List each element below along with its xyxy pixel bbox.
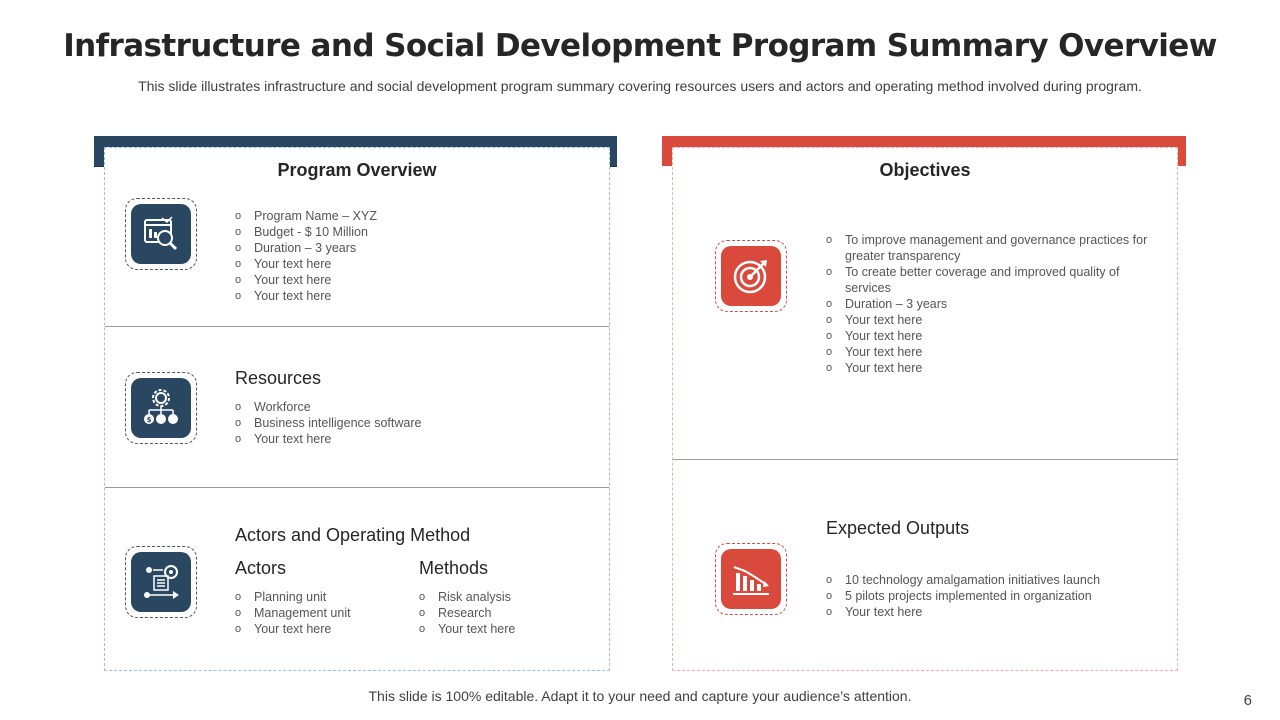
list-item: o Duration – 3 years <box>235 240 575 256</box>
analytics-magnifier-icon <box>131 204 191 264</box>
objectives-icon-frame <box>715 240 787 312</box>
declining-bar-chart-icon <box>721 549 781 609</box>
objectives-list <box>826 232 1151 376</box>
expected-outputs-list <box>826 572 1151 620</box>
right-divider <box>673 459 1177 460</box>
actors-icon-frame <box>125 546 197 618</box>
list-item: o Management unit <box>235 605 405 621</box>
actors-subheading: Actors <box>235 558 287 578</box>
list-item: o Your text here <box>235 288 575 304</box>
resources-heading: Resources <box>235 368 322 388</box>
left-divider-2 <box>105 487 609 488</box>
list-item: o Your text here <box>826 360 1151 376</box>
expected-outputs-icon-frame <box>715 543 787 615</box>
list-item: o Your text here <box>235 256 575 272</box>
slide-subtitle: This slide illustrates infrastructure and social development program summary covering resources users and actors and operating method involved during program. <box>138 78 1142 94</box>
list-item: o Your text here <box>826 604 1151 620</box>
program-overview-list <box>235 208 575 304</box>
actors-method-heading: Actors and Operating Method <box>235 525 471 545</box>
svg-text:$: $ <box>146 416 152 424</box>
left-divider-1 <box>105 326 609 327</box>
objectives-heading: Objectives <box>879 160 971 180</box>
gear-resources-icon <box>131 378 191 438</box>
actors-list <box>235 589 405 637</box>
list-item: o To create better coverage and improved quality of services <box>826 264 1151 296</box>
list-item: o 5 pilots projects implemented in organization <box>826 588 1151 604</box>
list-item: o Workforce <box>235 399 575 415</box>
list-item: o Planning unit <box>235 589 405 605</box>
slide-title: Infrastructure and Social Development Program Summary Overview <box>63 28 1217 64</box>
list-item: o Risk analysis <box>419 589 589 605</box>
left-panel <box>104 147 610 671</box>
list-item: o Your text here <box>235 272 575 288</box>
list-item: o Your text here <box>419 621 589 637</box>
program-overview-heading: Program Overview <box>277 160 437 180</box>
list-item: o To improve management and governance practices for greater transparency <box>826 232 1151 264</box>
list-item: o Your text here <box>826 312 1151 328</box>
resources-icon-frame <box>125 372 197 444</box>
list-item: o Your text here <box>826 328 1151 344</box>
program-overview-icon-frame <box>125 198 197 270</box>
expected-outputs-heading: Expected Outputs <box>826 518 970 538</box>
list-item: o 10 technology amalgamation initiatives launch <box>826 572 1151 588</box>
list-item: o Research <box>419 605 589 621</box>
list-item: o Your text here <box>235 431 575 447</box>
list-item: o Program Name – XYZ <box>235 208 575 224</box>
methods-list <box>419 589 589 637</box>
resources-list <box>235 399 575 447</box>
footer-note: This slide is 100% editable. Adapt it to your need and capture your audience’s attention. <box>368 688 912 704</box>
target-icon <box>721 246 781 306</box>
list-item: o Duration – 3 years <box>826 296 1151 312</box>
process-flow-icon <box>131 552 191 612</box>
page-number: 6 <box>1243 692 1252 709</box>
list-item: o Business intelligence software <box>235 415 575 431</box>
right-panel <box>672 147 1178 671</box>
methods-subheading: Methods <box>419 558 489 578</box>
list-item: o Your text here <box>826 344 1151 360</box>
list-item: o Budget - $ 10 Million <box>235 224 575 240</box>
list-item: o Your text here <box>235 621 405 637</box>
